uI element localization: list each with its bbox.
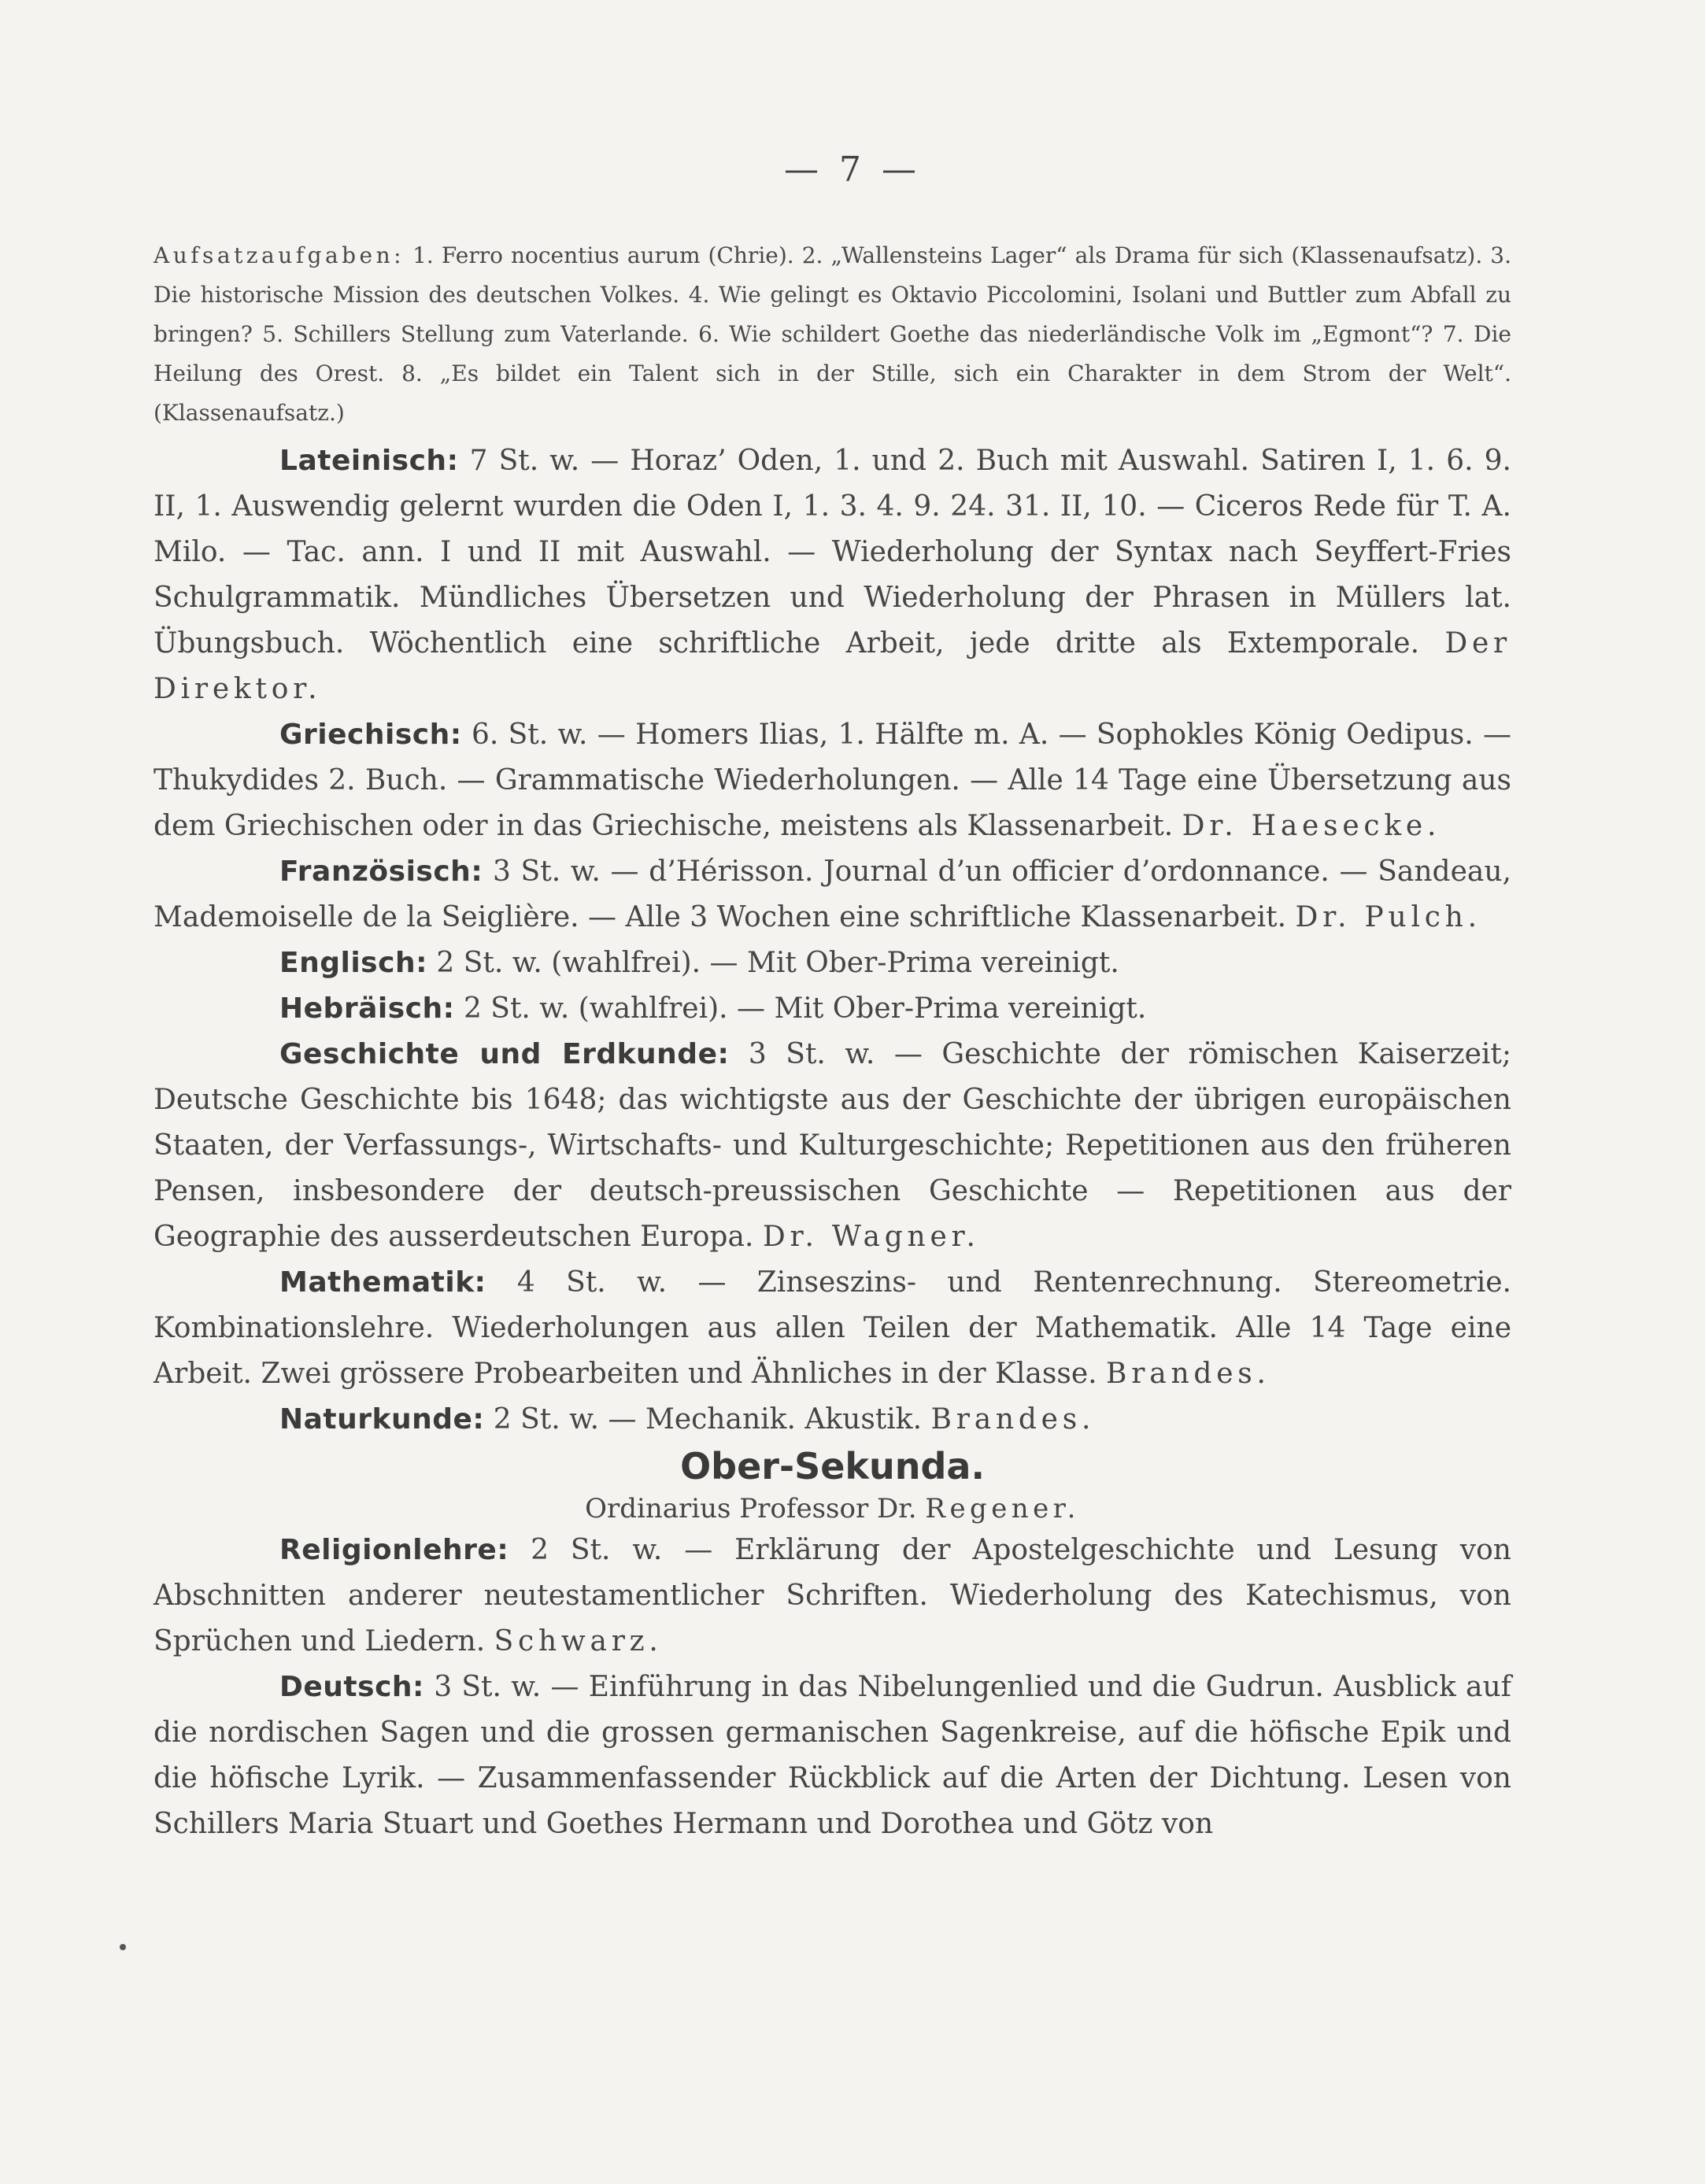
subject-heading: Lateinisch: [279, 445, 459, 477]
subject-paragraph [153, 1032, 1511, 1260]
teacher-name: Dr. Pulch. [1295, 901, 1481, 933]
subject-heading: Französisch: [279, 855, 483, 888]
teacher-name: Dr. Wagner. [762, 1221, 980, 1253]
teacher-name: Brandes. [1106, 1358, 1270, 1390]
subject-paragraph [153, 712, 1511, 849]
subject-heading: Mathematik: [279, 1266, 486, 1299]
subject-text: 6. St. w. — Homers Ilias, 1. Hälfte m. A. — Sophokles König Oedipus. — Thukydides 2. Buch. — Grammatische Wiederholungen. — Alle 14 Tage eine Übersetzung aus dem Griechischen oder in das Griechische, meistens als Klassenarbeit. [153, 719, 1511, 842]
subject-heading: Griechisch: [279, 719, 462, 751]
teacher-name: Der Direktor. [153, 627, 1511, 705]
subject-text: 3 St. w. — Geschichte der römischen Kaiserzeit; Deutsche Geschichte bis 1648; das wichtigste aus der Geschichte der übrigen europäischen Staaten, der Verfassungs-, Wirtschafts- und Kulturgeschichte; Repetitionen aus den früheren Pensen, insbesondere der deutsch-preussischen Geschichte — Repetitionen aus der Geographie des ausserdeutschen Europa. [153, 1038, 1512, 1253]
subject-heading: Englisch: [279, 947, 427, 979]
section-subtitle [153, 1490, 1511, 1528]
page-number: — 7 — [784, 150, 921, 190]
subject-heading: Hebräisch: [279, 992, 455, 1025]
section-title: Ober-Sekunda. [680, 1445, 985, 1487]
ordinarius-prefix: Ordinarius Professor Dr. [585, 1493, 926, 1524]
teacher-name: Dr. Haesecke. [1182, 810, 1441, 842]
teacher-name: Schwarz. [494, 1625, 663, 1657]
teacher-name: Brandes. [930, 1403, 1096, 1436]
subject-heading: Geschichte und Erdkunde: [279, 1038, 730, 1070]
subject-heading: Religionlehre: [279, 1534, 509, 1566]
subject-heading: Naturkunde: [279, 1403, 485, 1436]
subject-text: 4 St. w. — Zinseszins- und Rentenrechnung. Stereometrie. Kombinationslehre. Wiederholungen aus allen Teilen der Mathematik. Alle 14 Tage eine Arbeit. Zwei grössere Probearbeiten und Ähnliches in der Klasse. [153, 1266, 1511, 1390]
subject-paragraph [153, 438, 1511, 712]
essay-text: 1. Ferro nocentius aurum (Chrie). 2. „Wallensteins Lager“ als Drama für sich (Klassenaufsatz). 3. Die historische Mission des deutschen Volkes. 4. Wie gelingt es Oktavio Piccolomini, Isolani und Buttler zum Abfall zu bringen? 5. Schillers Stellung zum Vaterlande. 6. Wie schildert Goethe das niederländische Volk im „Egmont“? 7. Die Heilung des Orest. 8. „Es bildet ein Talent sich in der Stille, sich ein Charakter in dem Strom der Welt“. (Klassenaufsatz.) [153, 242, 1511, 426]
subject-paragraph [153, 1665, 1511, 1847]
subject-heading: Deutsch: [279, 1671, 424, 1703]
subject-paragraph [153, 1528, 1511, 1665]
subject-text: 2 St. w. — Mechanik. Akustik. [484, 1403, 931, 1436]
subject-paragraph [153, 1260, 1511, 1397]
subject-paragraph [153, 849, 1511, 940]
subject-text: 3 St. w. — d’Hérisson. Journal d’un officier d’ordonnance. — Sandeau, Mademoiselle de la Seiglière. — Alle 3 Wochen eine schriftliche Klassenarbeit. [153, 855, 1511, 933]
subject-text: 2 St. w. (wahlfrei). — Mit Ober-Prima vereinigt. [454, 992, 1147, 1025]
main-text [153, 438, 1511, 1847]
subject-text: 3 St. w. — Einführung in das Nibelungenlied und die Gudrun. Ausblick auf die nordischen Sagen und die grossen germanischen Sagenkreise, auf die höfische Epik und die höfische Lyrik. — Zusammenfassender Rückblick auf die Arten der Dichtung. Lesen von Schillers Maria Stuart und Goethes Hermann und Dorothea und Götz von [153, 1671, 1511, 1840]
margin-dot [120, 1944, 126, 1950]
subject-text: 2 St. w. (wahlfrei). — Mit Ober-Prima vereinigt. [427, 947, 1119, 979]
subject-paragraph [153, 940, 1511, 986]
subject-text: 7 St. w. — Horaz’ Oden, 1. und 2. Buch mit Auswahl. Satiren I, 1. 6. 9. II, 1. Auswendig gelernt wurden die Oden I, 1. 3. 4. 9. 24. 31. II, 10. — Ciceros Rede für T. A. Milo. — Tac. ann. I und II mit Auswahl. — Wiederholung der Syntax nach Seyffert-Fries Schulgrammatik. Mündliches Übersetzen und Wiederholung der Phrasen in Müllers lat. Übungsbuch. Wöchentlich eine schriftliche Arbeit, jede dritte als Extemporale. [153, 445, 1511, 660]
subject-paragraph [153, 986, 1511, 1032]
subject-text: 2 St. w. — Erklärung der Apostelgeschichte und Lesung von Abschnitten anderer neutestamentlicher Schriften. Wiederholung des Katechismus, von Sprüchen und Liedern. [153, 1534, 1511, 1657]
essay-label: Aufsatzaufgaben: [153, 242, 405, 268]
subject-paragraph [153, 1397, 1511, 1443]
ordinarius-name: Regener. [925, 1493, 1080, 1524]
essay-topics [153, 236, 1511, 433]
